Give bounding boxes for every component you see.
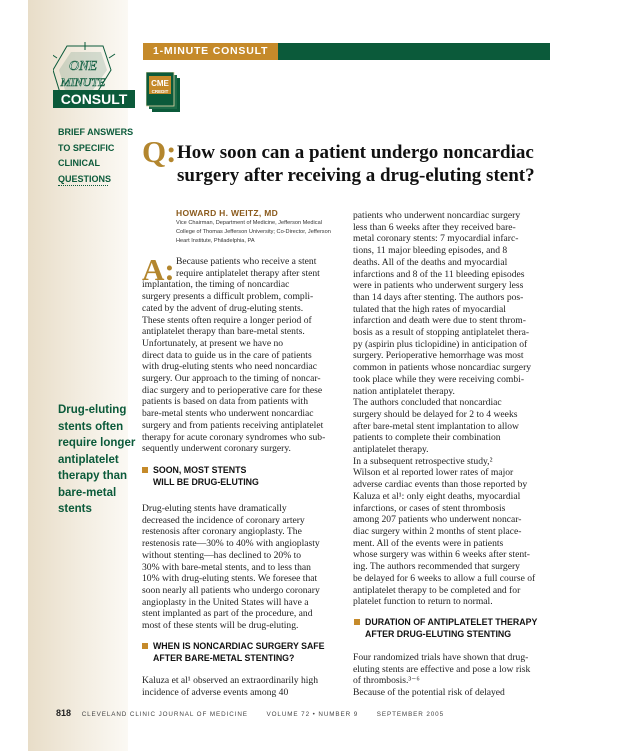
pull-quote: [58, 402, 136, 518]
body-line: platelet function to return to normal.: [353, 596, 493, 608]
question-mark-label: Q:: [142, 134, 177, 169]
body-line: antiplatelet therapy.: [353, 444, 429, 456]
journal-date: SEPTEMBER 2005: [376, 711, 444, 718]
body-line: patients to complete their combination: [353, 432, 501, 444]
body-line: antiplatelet therapy to be completed and for: [353, 584, 521, 596]
pull-quote-line: antiplatelet: [58, 453, 119, 466]
body-line: In a subsequent retrospective study,²: [353, 455, 493, 467]
section-heading-noncardiac-surgery: [153, 641, 325, 664]
body-line: diac surgery within 2 months of stent place-: [353, 525, 522, 537]
body-line: decreased the incidence of coronary artery: [142, 514, 305, 526]
sidebar-brief-line: TO SPECIFIC: [58, 142, 115, 153]
sidebar-brief-line: CLINICAL: [58, 158, 100, 168]
body-line: diac surgery and to perioperative care for these: [142, 384, 323, 396]
heading-bullet-icon: [142, 643, 148, 649]
body-line: The authors concluded that noncardiac: [353, 397, 502, 409]
body-line: after bare-metal stent implantation to allow: [353, 420, 519, 432]
body-line: bosis as a result of stopping antiplatelet thera-: [353, 327, 530, 339]
body-line: nation antiplatelet therapy.: [353, 385, 455, 397]
body-line: whose surgery was within 6 weeks after stent-: [353, 549, 530, 561]
body-line: of thrombosis.³⁻⁶: [353, 675, 420, 687]
pull-quote-line: stents often: [58, 420, 124, 433]
body-line: tulated that the high rates of myocardial: [353, 303, 506, 315]
body-line: ing. The authors recommended that surgery: [353, 561, 520, 573]
answer-body: [142, 279, 341, 455]
sidebar-brief-answers: [58, 125, 138, 187]
body-line: restenosis rate—30% to 40% with angioplasty: [142, 538, 320, 550]
heading-line: WHEN IS NONCARDIAC SURGERY SAFE: [153, 641, 325, 651]
right-column-body: [353, 210, 552, 608]
credit-label: CREDIT: [151, 89, 169, 94]
cme-label: CME: [151, 79, 169, 88]
body-line: require antiplatelet therapy after stent: [176, 267, 320, 279]
body-line: infarction and death were due to stent throm-: [353, 315, 526, 327]
answer-mark-label: A:: [142, 252, 175, 287]
pull-quote-line: therapy than: [58, 470, 128, 482]
logo-line-minute: MINUTE: [60, 75, 106, 89]
body-line: implantation, the timing of noncardiac: [142, 279, 290, 291]
body-line: deaths. All of the deaths and myocardial: [353, 256, 508, 268]
body-line: took place while they were receiving combi-: [353, 373, 525, 385]
journal-name: CLEVELAND CLINIC JOURNAL OF MEDICINE: [81, 711, 248, 718]
body-line: Drug-eluting stents have dramatically: [142, 503, 287, 514]
body-line: 30% with bare-metal stents, and to less than: [142, 561, 311, 573]
heading-line: DURATION OF ANTIPLATELET THERAPY: [365, 617, 538, 627]
author-affiliation: [176, 219, 346, 247]
body-line: adverse cardiac events than those reported by: [353, 479, 528, 491]
author-name: HOWARD H. WEITZ, MD: [176, 208, 279, 218]
body-line: 10% with drug-eluting stents. We foresee that: [142, 573, 318, 585]
heading-line: AFTER BARE-METAL STENTING?: [153, 652, 295, 663]
body-line: Kaluza et al¹: only eight deaths, myocardial: [353, 490, 521, 502]
body-line: infarctions and 8 of the 11 bleeding episodes: [353, 268, 525, 280]
logo-line-one: ONE: [69, 59, 97, 74]
body-line: surgery should be delayed for 2 to 4 weeks: [353, 408, 518, 420]
body-line: Four randomized trials have shown that drug-: [353, 652, 529, 663]
question-line: How soon can a patient undergo noncardiac: [177, 142, 534, 163]
body-line: among 207 patients who underwent noncar-: [353, 514, 522, 526]
pull-quote-line: require longer: [58, 437, 136, 449]
body-line: These stents often require a longer period of: [142, 314, 312, 326]
body-line: Wilson et al reported lower rates of major: [353, 467, 514, 479]
one-minute-consult-logo: [53, 40, 138, 120]
body-line: with drug-eluting stents who need noncardiac: [142, 361, 318, 373]
author-block: [176, 207, 346, 247]
section3-body: [353, 652, 552, 699]
heading-line: WILL BE DRUG-ELUTING: [153, 476, 259, 487]
body-line: py (aspirin plus ticlopidine) in anticipation of: [353, 338, 528, 350]
body-line: metal coronary stents: 7 myocardial infarc-: [353, 233, 519, 245]
body-line: most of these stents will be drug-eluting.: [142, 620, 299, 632]
body-line: Because of the potential risk of delayed: [353, 687, 505, 699]
affiliation-line: Heart Institute, Philadelphia, PA: [176, 238, 255, 245]
sidebar-divider: [58, 185, 108, 186]
body-line: surgery presents a difficult problem, compli-: [142, 291, 314, 303]
section-heading-soon-most-stents: [153, 465, 259, 488]
body-line: eluting stents are effective and pose a low risk: [353, 663, 531, 675]
body-line: Because patients who receive a stent: [176, 256, 317, 267]
pull-quote-line: bare-metal: [58, 486, 117, 499]
body-line: were in patients who underwent surgery less: [353, 280, 524, 292]
question-line: surgery after receiving a drug-eluting stent?: [177, 165, 535, 186]
heading-bullet-icon: [142, 467, 148, 473]
sidebar-brief-line: QUESTIONS: [58, 173, 112, 184]
body-line: soon nearly all patients who undergo coronary: [142, 584, 320, 596]
pull-quote-line: Drug-eluting: [58, 404, 127, 416]
body-line: sequently underwent coronary surgery.: [142, 443, 291, 455]
body-line: therapy for acute coronary syndromes who sub-: [142, 431, 326, 443]
body-line: patients who underwent noncardiac surgery: [353, 210, 521, 221]
body-line: common in patients whose noncardiac surgery: [353, 362, 532, 374]
body-line: be delayed for 6 weeks to allow a full course of: [353, 572, 536, 584]
section1-body: [142, 503, 341, 632]
body-line: ment. All of the events were in patients: [353, 537, 504, 549]
body-line: surgery and from patients receiving antiplatelet: [142, 419, 324, 431]
heading-bullet-icon: [354, 619, 360, 625]
page-footer: [56, 708, 556, 718]
body-line: incidence of adverse events among 40: [142, 686, 289, 698]
heading-line: AFTER DRUG-ELUTING STENTING: [365, 628, 512, 639]
journal-volume: VOLUME 72 • NUMBER 9: [266, 711, 359, 718]
body-line: Unfortunately, at present we have no: [142, 337, 284, 349]
body-line: without stenting—has declined to 20% to: [142, 549, 302, 561]
body-line: restenosis after coronary angioplasty. The: [142, 526, 302, 538]
body-line: patients is based on data from patients with: [142, 396, 308, 408]
body-line: than 14 days after stenting. The authors pos-: [353, 291, 524, 303]
body-line: less than 6 weeks after they received bare-: [353, 221, 516, 233]
body-line: stent implanted as part of the procedure, and: [142, 608, 313, 620]
body-line: antiplatelet therapy than bare-metal stents.: [142, 326, 305, 338]
pull-quote-line: stents: [58, 503, 92, 515]
body-line: direct data to guide us in the care of patients: [142, 349, 312, 361]
cme-credit-badge: [146, 72, 182, 114]
body-line: Kaluza et al¹ observed an extraordinarily high: [142, 675, 319, 686]
body-line: tions, 11 major bleeding episodes, and 8: [353, 245, 508, 257]
page-number: 818: [56, 708, 72, 718]
body-line: bare-metal stents who underwent noncardiac: [142, 408, 314, 420]
body-line: infarctions, or cases of stent thrombosis: [353, 502, 506, 514]
logo-line-consult: CONSULT: [60, 91, 128, 107]
sidebar-brief-line: BRIEF ANSWERS: [58, 127, 134, 137]
section-tab: 1-MINUTE CONSULT: [143, 43, 278, 60]
body-line: cated by the advent of drug-eluting stents.: [142, 302, 304, 314]
section-heading-duration-antiplatelet: [365, 617, 537, 640]
body-line: surgery. Perioperative hemorrhage was most: [353, 350, 524, 362]
body-line: surgery. Our approach to the timing of noncar-: [142, 373, 321, 385]
body-line: angioplasty in the United States will have a: [142, 596, 309, 608]
affiliation-line: College of Thomas Jefferson University; Co-Director, Jefferson: [176, 229, 331, 236]
question-title: [177, 141, 557, 187]
affiliation-line: Vice Chairman, Department of Medicine, Jefferson Medical: [176, 220, 322, 226]
section2-body: [142, 675, 341, 698]
answer-intro: [176, 256, 341, 279]
heading-line: SOON, MOST STENTS: [153, 465, 247, 475]
